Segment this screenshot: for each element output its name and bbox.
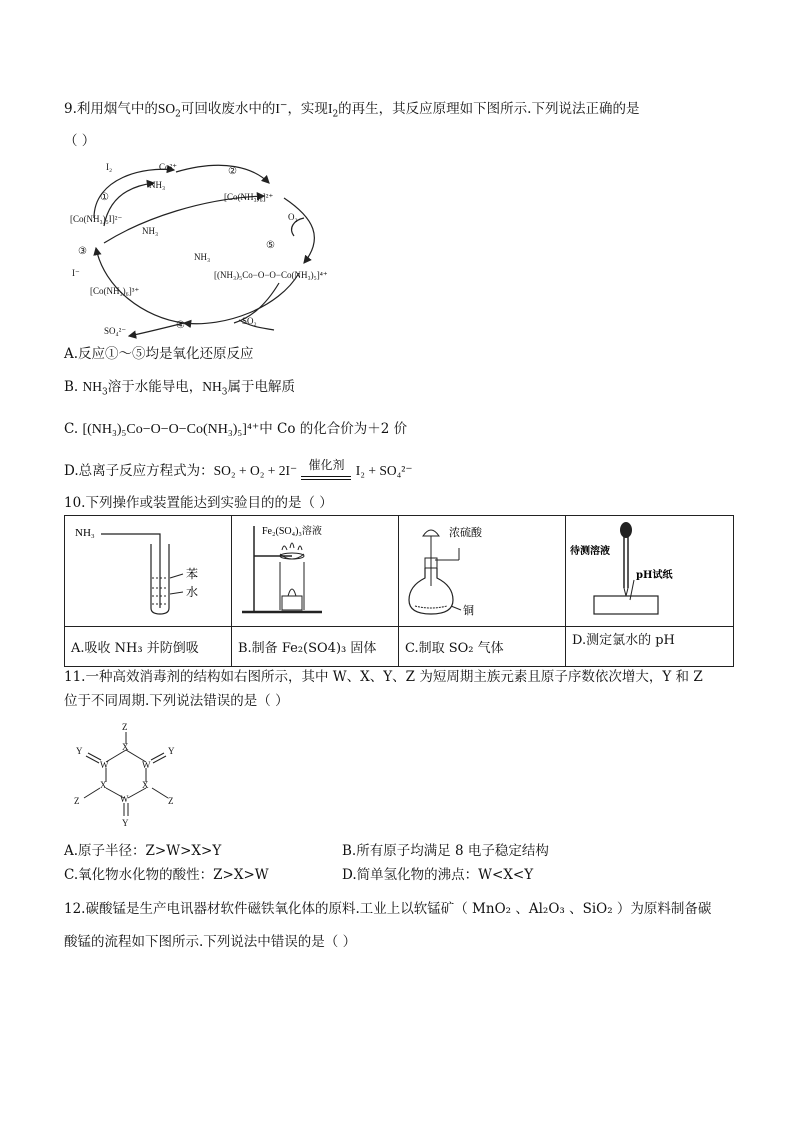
svg-text:X: X <box>142 780 149 790</box>
svg-text:Z: Z <box>168 796 174 806</box>
svg-text:Z: Z <box>122 722 128 732</box>
svg-text:浓硫酸: 浓硫酸 <box>449 526 482 539</box>
q12-stem-line1: 12.碳酸锰是生产电讯器材软件磁铁氧化体的原料.工业上以软锰矿（ MnO₂ 、Al₂O₃ 、SiO₂ ）为原料制备碳 <box>64 901 712 917</box>
q10-cell-c <box>399 516 566 627</box>
q10-caption-d: D.测定氯水的 pH <box>566 627 734 667</box>
q9-answer-paren: （ ） <box>64 133 96 149</box>
q11-option-a: A.原子半径：Z>W>X>Y <box>64 843 222 859</box>
q10-cell-a <box>65 516 232 627</box>
d-co-nh3-6-3: [Co(NH₃)₆]³⁺ <box>90 286 140 296</box>
svg-text:W: W <box>142 760 151 770</box>
d-num-1: ① <box>100 192 109 203</box>
d-iminus: I⁻ <box>72 268 80 278</box>
q10-apparatus-table <box>64 515 734 667</box>
svg-text:W: W <box>120 794 129 804</box>
d-nh3-mid: NH₃ <box>142 226 159 236</box>
q9-option-a: A.反应①～⑤均是氧化还原反应 <box>64 346 254 362</box>
q11-stem-line2: 位于不同周期.下列说法错误的是（ ） <box>64 693 289 709</box>
svg-text:Y: Y <box>76 746 83 756</box>
d-co-nh3-5i: [Co(NH₃)₅I]²⁻ <box>70 214 123 224</box>
ring-structure <box>64 718 194 828</box>
svg-text:NH₃: NH₃ <box>75 527 95 539</box>
q10-caption-c: C.制取 SO₂ 气体 <box>399 627 566 667</box>
d-peroxo: [(NH₃)₅Co−O−O−Co(NH₃)₅]⁴⁺ <box>214 270 328 280</box>
svg-text:X: X <box>122 742 129 752</box>
svg-text:W: W <box>100 760 109 770</box>
d-num-4: ④ <box>176 320 185 331</box>
svg-text:X: X <box>100 780 107 790</box>
d-o2: O₂ <box>288 212 298 222</box>
svg-text:苯: 苯 <box>186 567 199 581</box>
svg-text:Fe₂(SO₄)₃溶液: Fe₂(SO₄)₃溶液 <box>262 526 322 537</box>
q9-stem: 9.利用烟气中的$SO_2$可回收废水中的I−，实现$I_2$的再生，其反应原理如下图所示.下列说法正确的是 <box>64 100 640 120</box>
q9-option-d: D.总离子反应方程式为：SO₂ + O₂ + 2I⁻ 催化剂 I₂ + SO₄²⁻ <box>64 458 413 479</box>
q9-option-b: B. $NH_3$溶于水能导电，$NH_3$属于电解质 <box>64 379 295 398</box>
q11-option-d: D.简单氢化物的沸点：W<X<Y <box>342 867 534 883</box>
svg-text:待测溶液: 待测溶液 <box>570 546 610 557</box>
d-co2: Co²⁺ <box>159 162 177 172</box>
q11-option-b: B.所有原子均满足 8 电子稳定结构 <box>342 843 549 859</box>
q11-stem-line1: 11.一种高效消毒剂的结构如右图所示，其中 W、X、Y、Z 为短周期主族元素且原子序数依次增大，Y 和 Z <box>64 669 703 685</box>
q11-option-c: C.氧化物水化物的酸性：Z>X>W <box>64 867 269 883</box>
q9-option-c: C. [(NH₃)₅Co−O−O−Co(NH₃)₅]⁴⁺中 Co 的化合价为＋2 价 <box>64 421 408 437</box>
d-nh3-top: NH₃ <box>149 180 166 190</box>
d-num-2: ② <box>228 166 237 177</box>
svg-text:水: 水 <box>186 585 199 599</box>
d-nh3-right: NH₃ <box>194 252 211 262</box>
d-co-nh3-6-2: [Co(NH₃)₆]²⁺ <box>224 192 274 202</box>
q10-caption-b: B.制备 Fe₂(SO4)₃ 固体 <box>232 627 399 667</box>
q10-stem: 10.下列操作或装置能达到实验目的的是（ ） <box>64 495 333 511</box>
q12-stem-line2: 酸锰的流程如下图所示.下列说法中错误的是（ ） <box>64 934 357 950</box>
d-i2: I₂ <box>106 162 113 172</box>
svg-text:Y: Y <box>168 746 175 756</box>
q10-cell-d <box>566 516 734 627</box>
svg-text:pH试纸: pH试纸 <box>636 570 673 581</box>
q10-caption-a: A.吸收 NH₃ 并防倒吸 <box>65 627 232 667</box>
d-num-3: ③ <box>78 246 87 257</box>
svg-text:铜: 铜 <box>463 604 474 617</box>
svg-text:Y: Y <box>122 818 129 828</box>
d-so4: SO₄²⁻ <box>104 326 127 336</box>
d-num-5: ⑤ <box>266 240 275 251</box>
reaction-cycle-diagram <box>64 158 374 340</box>
q10-cell-b <box>232 516 399 627</box>
svg-text:Z: Z <box>74 796 80 806</box>
d-so2: SO₂ <box>242 316 257 326</box>
